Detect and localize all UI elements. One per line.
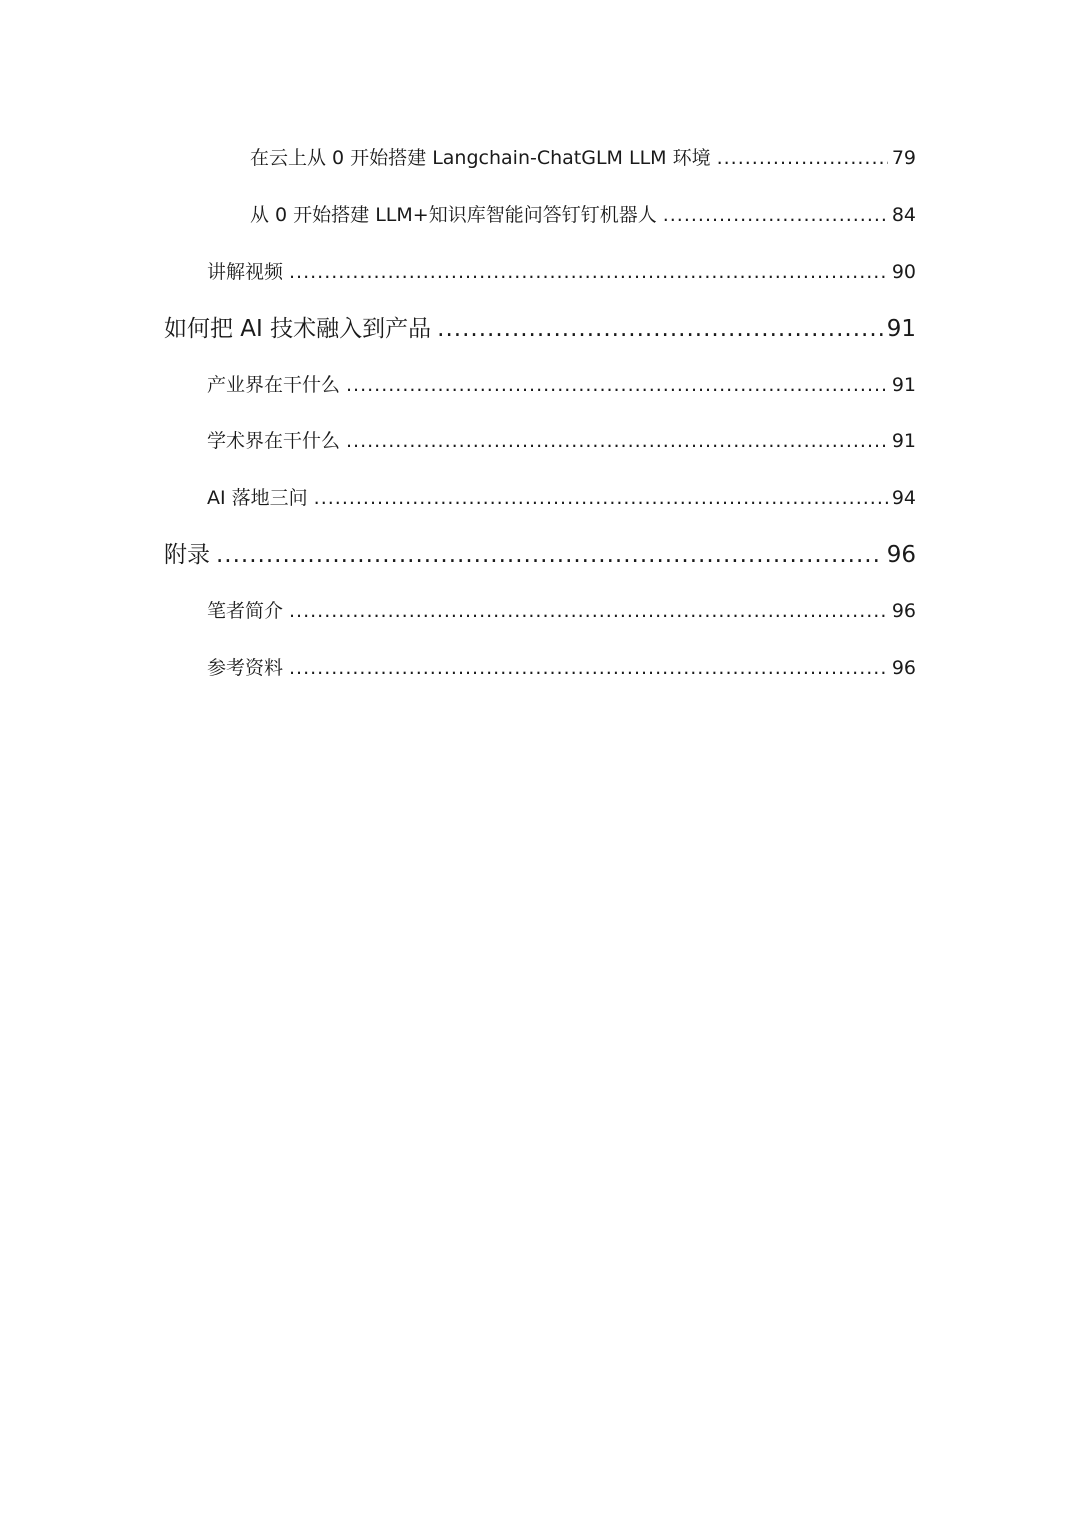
toc-entry-dingtalk-bot[interactable]: [250, 202, 916, 228]
dot-leader: [346, 372, 888, 398]
toc-entry-title: AI 落地三问: [207, 487, 308, 509]
dot-leader: [289, 655, 888, 681]
dot-leader: [346, 428, 888, 454]
toc-entry-title: 讲解视频: [207, 261, 284, 283]
dot-leader: [314, 485, 888, 511]
toc-entry-page-number: 91: [886, 316, 916, 342]
toc-entry-ai-into-products[interactable]: [164, 314, 916, 344]
dot-leader: [289, 259, 888, 285]
toc-entry-page-number: 94: [891, 487, 916, 509]
toc-entry-title: 笔者简介: [207, 600, 284, 622]
toc-entry-page-number: 91: [891, 430, 916, 452]
toc-entry-page-number: 96: [891, 657, 916, 679]
toc-entry-appendix[interactable]: [164, 540, 916, 570]
toc-entry-title: 产业界在干什么: [207, 374, 341, 396]
toc-entry-title: 参考资料: [207, 657, 284, 679]
toc-entry-author-bio[interactable]: [207, 598, 916, 624]
toc-entry-title: 学术界在干什么: [207, 430, 341, 452]
toc-entry-references[interactable]: [207, 655, 916, 681]
toc-entry-page-number: 90: [891, 261, 916, 283]
toc-entry-academia[interactable]: [207, 428, 916, 454]
toc-entry-explanation-video[interactable]: [207, 259, 916, 285]
toc-entry-page-number: 79: [891, 147, 916, 169]
dot-leader: [663, 202, 888, 228]
toc-entry-title: 从 0 开始搭建 LLM+知识库智能问答钉钉机器人: [250, 204, 657, 226]
toc-entry-title: 在云上从 0 开始搭建 Langchain-ChatGLM LLM 环境: [250, 147, 711, 169]
dot-leader: [216, 540, 883, 570]
toc-entry-title: 附录: [164, 542, 210, 568]
dot-leader: [717, 145, 888, 171]
toc-entry-title: 如何把 AI 技术融入到产品: [164, 316, 432, 342]
toc-entry-page-number: 96: [886, 542, 916, 568]
toc-entry-langchain-chatglm-env[interactable]: [250, 145, 916, 171]
toc-entry-page-number: 91: [891, 374, 916, 396]
dot-leader: [437, 314, 883, 344]
toc-entry-industry[interactable]: [207, 372, 916, 398]
dot-leader: [289, 598, 888, 624]
toc-entry-ai-three-questions[interactable]: [207, 485, 916, 511]
toc-entry-page-number: 96: [891, 600, 916, 622]
toc-entry-page-number: 84: [891, 204, 916, 226]
